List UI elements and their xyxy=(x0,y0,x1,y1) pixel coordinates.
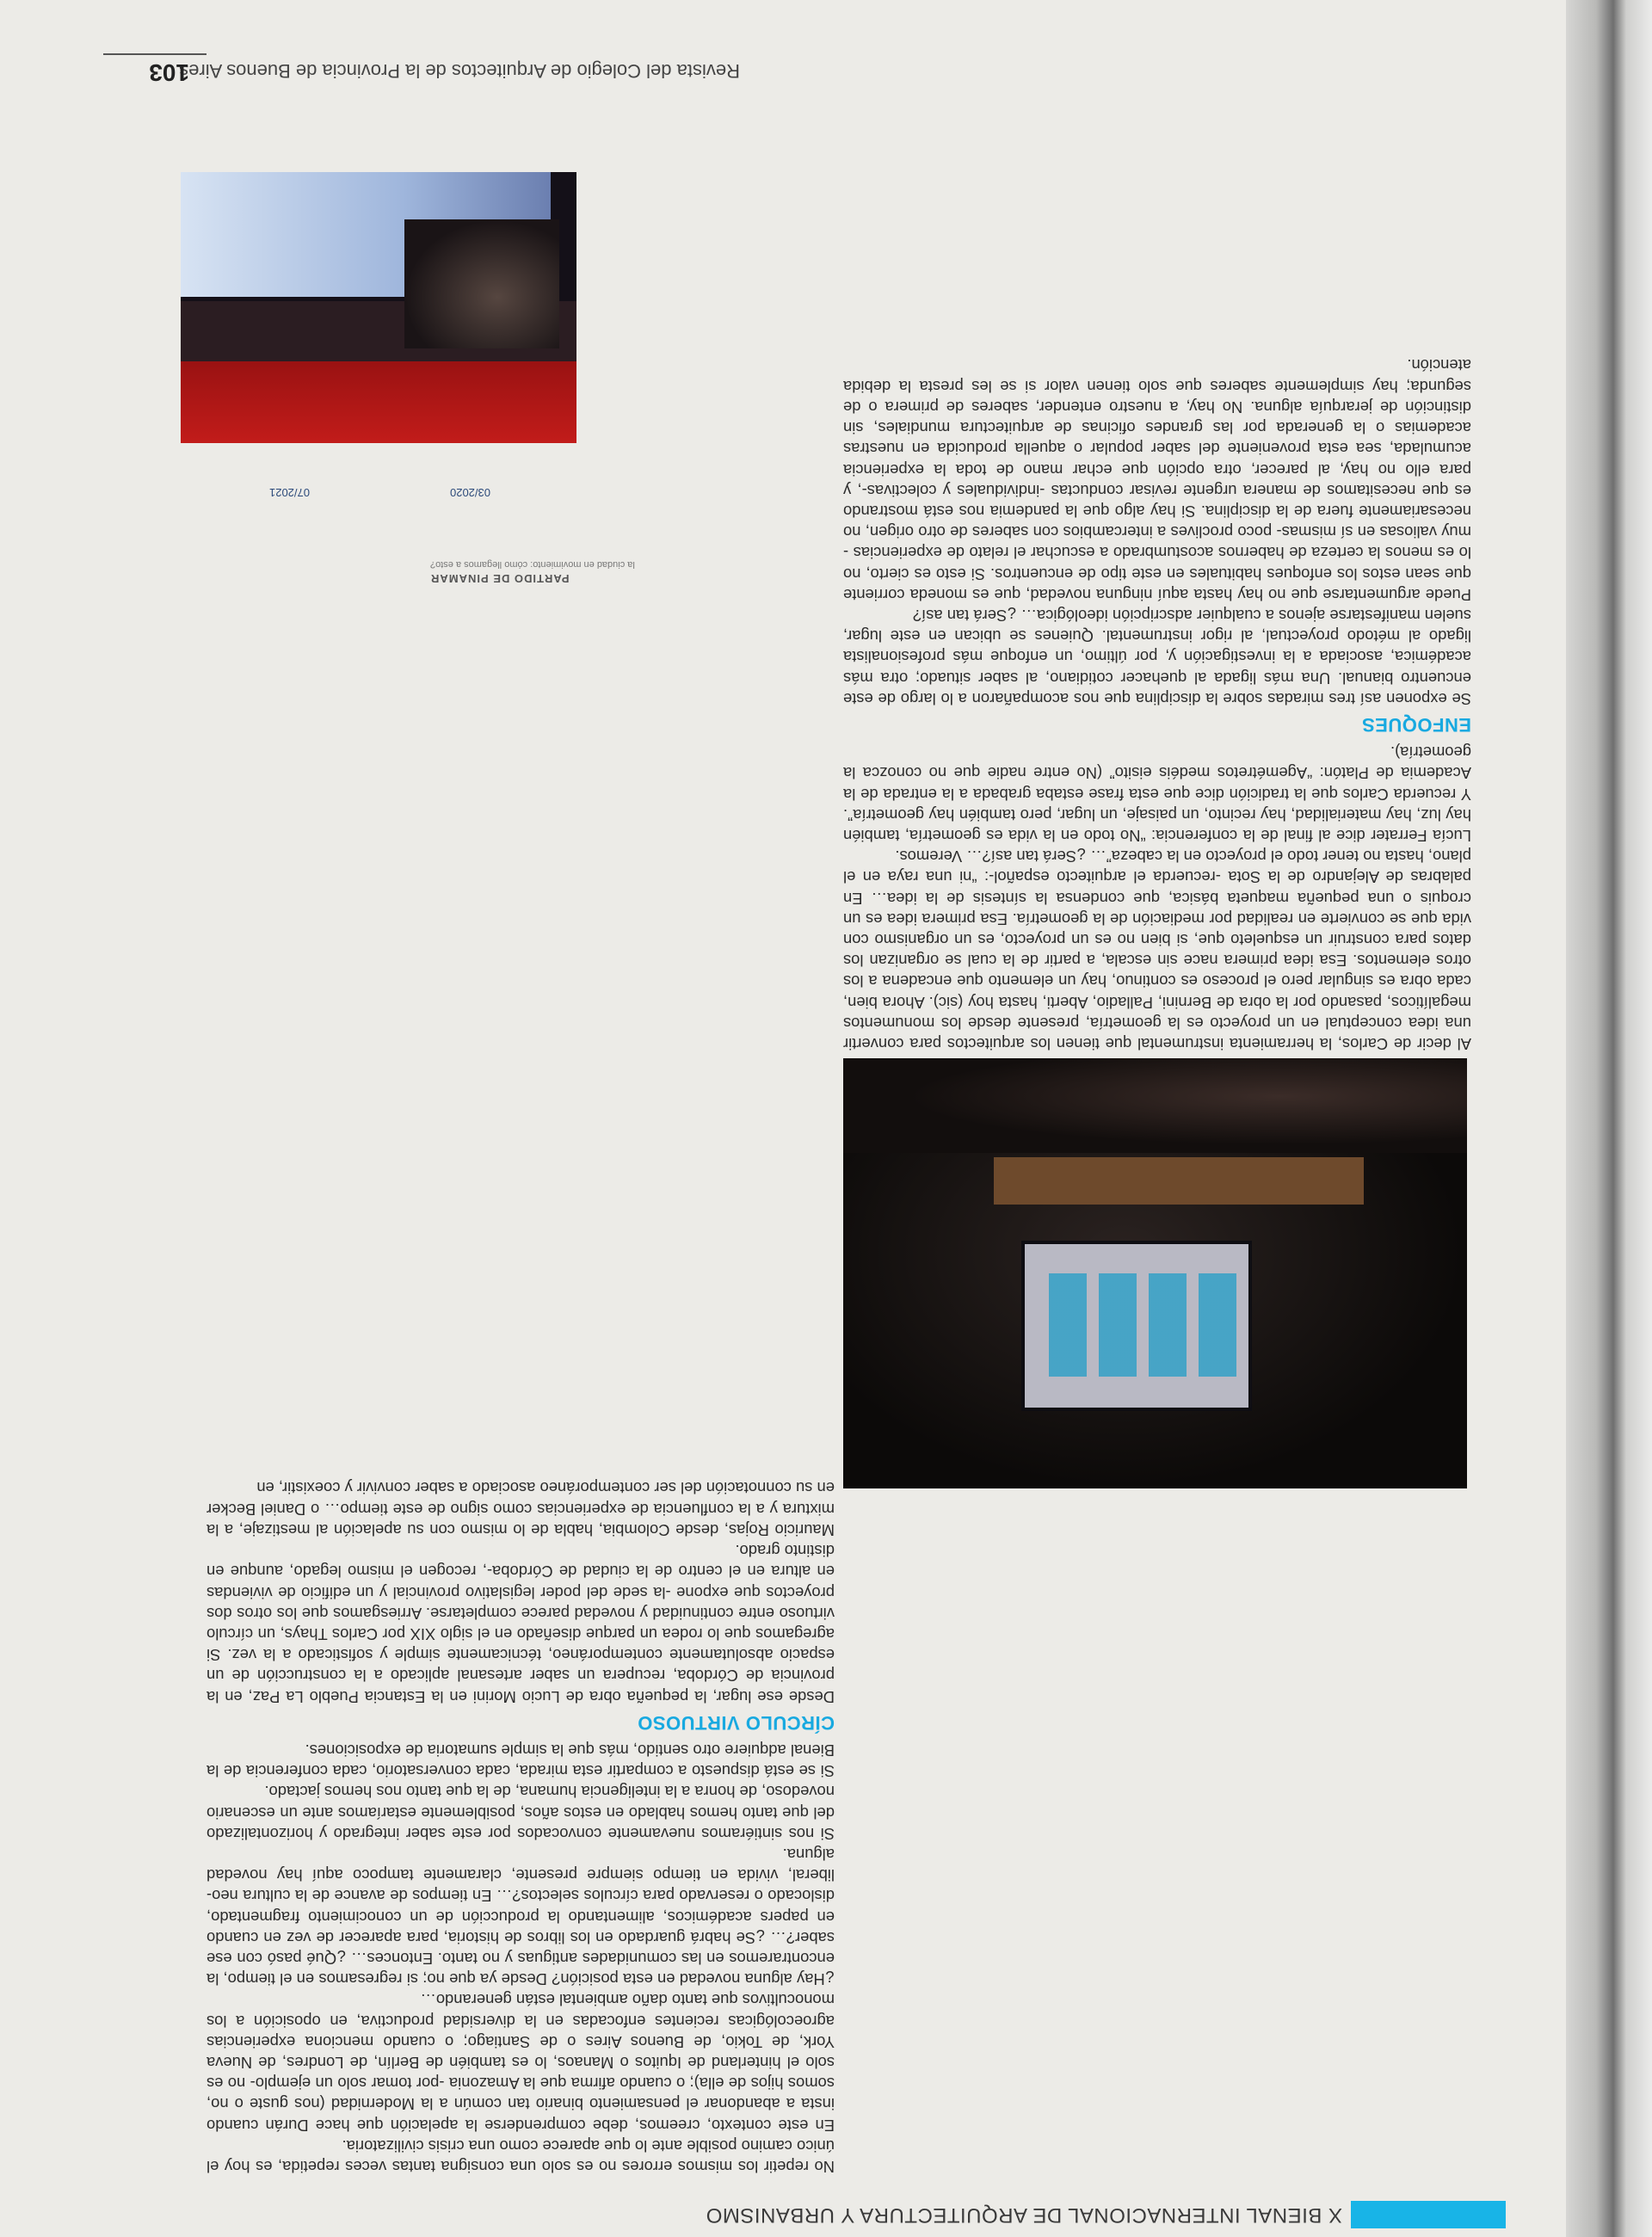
conference-photo xyxy=(843,1058,1467,1488)
audience-shape xyxy=(843,1058,1467,1153)
stage-shape xyxy=(994,1157,1364,1205)
page-footer xyxy=(86,34,189,86)
footer-rule xyxy=(103,53,206,55)
subheading: ENFOQUES xyxy=(1361,713,1471,736)
paragraph: Mauricio Rojas, desde Colombia, habla de lo mismo con su apelación al mestizaje, a la mixtura y a la confluencia de experiencias como signo de este tiempo… o Daniel Becker en su connotación del ser contemporáneo asociado a saber convivir y coexistir, en xyxy=(206,1479,835,1539)
paragraph: Desde ese lugar, la pequeña obra de Lucio Morini en la Estancia Pueblo La Paz, en la provincia de Córdoba, recupera un saber artesanal aplicado a la construcción de un espacio absolutamente contemporáneo, técnicamente simple y sofisticado a la vez. Si agregamos que lo rodea un parque diseñado en el siglo XIX por Carlos Thays, un círculo virtuoso entre continuidad y novedad parece completarse. Arriesgamos que los otros dos proyectos que expone -la sede del poder legislativo provincial y un edificio de viviendas en altura en el centro de la ciudad de Córdoba-, recogen el mismo legado, aunque en distinto grado. xyxy=(206,1542,835,1706)
paragraph: Si nos sintiéramos nuevamente convocados por este saber integrado y horizontalizado del que tanto hemos hablado en estos años, posiblemente estaríamos ante un escenario novedoso, de honra a la inteligencia humana, de la que tanto nos hemos jactado. xyxy=(206,1783,835,1843)
subheading: CÍRCULO VIRTUOSO xyxy=(637,1711,835,1734)
article-left-column xyxy=(52,354,1471,1054)
paragraph: Lucía Ferrater dice al final de la conferencia: “No todo en la vida es geometría, también hay luz, hay materialidad, hay recinto, un paisaje, un lugar, pero también hay geometría”. Y recuerda Carlos que la tradición dice que esta frase estaba grabada a la entrada de la Academia de Platón: “Agemétretos medéis eisito” (No entre nadie que no conozca la geometría). xyxy=(843,743,1471,845)
projection-screen xyxy=(1021,1241,1252,1411)
paragraph: No repetir los mismos errores no es solo una consigna tantas veces repetida, es hoy el único camino posible ante lo que aparece como una crisis civilizatoria. xyxy=(206,2136,835,2176)
paragraph: Al decir de Carlos, la herramienta instrumental que tienen los arquitectos para convertir una idea conceptual en un proyecto es la geometría, presente desde los monumentos megalíticos, pasando por la obra de Bernini, Palladio, Aberti, hasta hoy (sic). Ahora bien, cada obra es singular pero el proceso es continuo, hay un elemento que encadena a los otros elementos. Esa idea primera nace sin escala, a partir de la cual se organizan los datos para construir un esqueleto que, si bien no es un proyecto, es un organismo con vida que se convierte en realidad por mediación de la geometría. Esa primera idea es un croquis o una pequeña maqueta básica, que condensa la síntesis de la idea… En palabras de Alejandro de la Sota -recuerda el arquitecto español-: “ni una raya en el plano, hasta no tener todo el proyecto en la cabeza”… ¿Será tan así?… Veremos. xyxy=(843,847,1471,1053)
slide-date-left: 03/2020 xyxy=(450,486,490,499)
article-right-column xyxy=(0,1477,835,2177)
paragraph: Si se está dispuesto a compartir esta mirada, cada conversatorio, cada conferencia de la Bienal adquiere otro sentido, más que la simple sumatoria de exposiciones. xyxy=(206,1741,835,1781)
paragraph: ¿Hay alguna novedad en esta posición? Desde ya que no; si regresamos en el tiempo, la encontraremos en las comunidades antiguas y no tanto. Entonces… ¿Qué pasó con ese saber?… ¿Se habrá guardado en los libros de historia, para aparecer de vez en cuando en papers académicos, alimentando la producción de un conocimiento fragmentado, dislocado o reservado para círculos selectos?… En tiempos de avance de la cultura neo-liberal, vivida en tiempo siempre presente, claramente tampoco aquí hay novedad alguna. xyxy=(206,1845,835,1989)
header-accent-bar xyxy=(1351,2201,1506,2228)
section-title: X BIENAL INTERNACIONAL DE ARQUITECTURA Y URBANISMO xyxy=(706,2203,1342,2227)
slide-title: PARTIDO DE PINAMAR xyxy=(430,572,570,585)
page-number: 103 xyxy=(149,59,189,86)
panelists-shape xyxy=(404,219,559,348)
paragraph: Se exponen así tres miradas sobre la disciplina que nos acompañaron a lo largo de este encuentro bianual. Una más ligada al quehacer cotidiano, al saber situado; otra más académica, asociada a la investigación y, por último, un enfoque más profesionalista ligado al método proyectual, al rigor instrumental. Quienes se ubican en este lugar, suelen manifestarse ajenos a cualquier adscripción ideológica… ¿Será tan así? xyxy=(843,606,1471,708)
publication-name: Revista del Colegio de Arquitectos de la Provincia de Buenos Aires xyxy=(179,60,740,82)
screen-tiles xyxy=(1037,1273,1236,1377)
paragraph: En este contexto, creemos, debe comprenderse la apelación que hace Durán cuando insta a abandonar el pensamiento binario tan común a la Modernidad (nos guste o no, somos hijos de ella); o cuando afirma que la Amazonia -por tomar solo un ejemplo- no es solo el hinterland de Iquitos o Manaos, lo es también de Berlín, de Londres, de Nueva York, de Tokio, de Buenos Aires o de Santiago; o cuando menciona experiencias agroecológicas recientes enfocadas en la diversidad productiva, en oposición a los monocultivos que tanto daño ambiental están generando… xyxy=(206,1991,835,2135)
paragraph: Puede argumentarse que no hay hasta aquí ninguna novedad, que es moneda corriente que sean estos los enfoques habituales en este tipo de encuentros. Si esto es cierto, no lo es menos la certeza de habernos acostumbrado a escuchar el relato de experiencias -muy valiosas en sí mismas- poco proclives a intercambios con saberes de otro origen, no necesariamente fuera de la disciplina. Si hay algo que la pandemia nos está mostrando es que necesitamos de manera urgente revisar conductas -individuales y colectivas-, y para ello no hay, al parecer, otra opción que echar mano de toda la experiencia acumulada, sea esta proveniente del saber popular o aquella producida en nuestras academias o la generada por las grandes oficinas de arquitectura mundiales, sin distinción de jerarquía alguna. No hay, a nuestro entender, saberes de primera o de segunda; hay simplemente saberes que solo tienen valor si se les presta la debida atención. xyxy=(843,356,1471,604)
slide-subtitle: la ciudad en movimiento: cómo llegamos a esto? xyxy=(430,559,635,570)
slide-date-right: 07/2021 xyxy=(269,486,310,499)
section-header xyxy=(473,2194,1506,2228)
